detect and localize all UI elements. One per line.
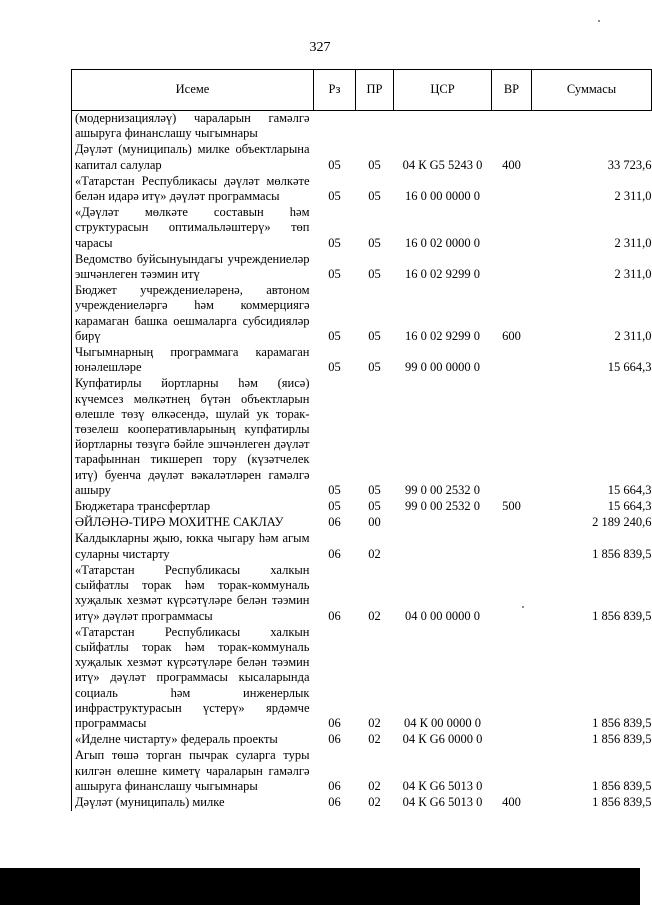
row-csr: 99 0 00 0000 0 (405, 360, 480, 375)
row-name: «Татарстан Республикасы халкын сыйфатлы торак һәм торак-коммуналь хуҗалык хезмәт күрсәтүләре белән тәэмин итү» дәүләт программасы (72, 563, 314, 625)
row-vr: 600 (502, 328, 521, 343)
row-rz (314, 111, 356, 143)
page-number: 327 (309, 40, 331, 55)
table-row (72, 625, 652, 732)
row-sum: 1 856 839,5 (592, 715, 652, 730)
row-name: Бюджетара трансфертлар (72, 499, 314, 515)
header-csr: ЦСР (394, 70, 492, 111)
row-csr: 04 К 00 0000 0 (403, 715, 482, 730)
row-sum: 15 664,3 (607, 482, 652, 497)
scan-speck (598, 20, 600, 22)
row-csr (394, 515, 492, 531)
table-row (72, 205, 652, 252)
row-rz: 05 (328, 157, 341, 172)
row-name: Ведомство буйсынуындагы учреждениеләр эшчәнлеген тәэмин итү (72, 252, 314, 283)
row-name: «Иделне чистарту» федераль проекты (72, 732, 314, 748)
row-pr: 02 (368, 732, 381, 747)
row-pr: 05 (368, 360, 381, 375)
budget-table (71, 69, 652, 811)
table-row (72, 111, 652, 143)
row-csr: 04 0 00 0000 0 (405, 608, 480, 623)
row-sum: 2 311,0 (614, 189, 652, 204)
row-name: «Дәүләт мөлкәте составын һәм структурасын оптимальләштерү» төп чарасы (72, 205, 314, 252)
row-csr: 16 0 02 9299 0 (405, 267, 480, 282)
row-name: Агып төшә торган пычрак суларга туры килгән өлешне киметү чараларын гамәлгә ашыруга финанслашу чыгымнары (72, 748, 314, 795)
row-rz: 05 (328, 499, 341, 514)
row-vr (492, 174, 532, 205)
table-row (72, 345, 652, 376)
row-rz: 06 (328, 546, 341, 561)
row-pr: 02 (368, 608, 381, 623)
row-pr: 05 (368, 499, 381, 514)
row-sum: 1 856 839,5 (592, 546, 652, 561)
row-rz: 06 (328, 794, 341, 809)
row-name: ӘЙЛӘНӘ-ТИРӘ МОХИТНЕ САКЛАУ (72, 515, 314, 531)
row-rz: 05 (328, 328, 341, 343)
row-pr: 00 (368, 515, 381, 530)
row-name: Дәүләт (муниципаль) милке объектларына капитал салулар (72, 142, 314, 173)
row-rz: 06 (328, 515, 341, 530)
row-pr: 05 (368, 328, 381, 343)
table-row (72, 499, 652, 515)
scan-bottom-border (0, 868, 640, 905)
row-vr (492, 748, 532, 795)
row-csr: 16 0 02 0000 0 (405, 235, 480, 250)
row-rz: 06 (328, 608, 341, 623)
row-name: Купфатирлы йортларны һәм (яисә) күчемсез мөлкәтнең бүтән объектларын өлешле төзү өлкәсендә, шулай ук торак-төзелеш кооперативларының купфатирлы йортларны төзүгә бәйле эшчәнлеген дәүләт тарафыннан тикшереп тору (күзәтчелек итү) буенча дәүләт вәкаләтләрен гамәлгә ашыру (72, 376, 314, 499)
row-csr: 16 0 00 0000 0 (405, 189, 480, 204)
row-vr (492, 345, 532, 376)
row-name: Калдыкларны җыю, юкка чыгару һәм агым суларны чистарту (72, 531, 314, 562)
row-vr (492, 531, 532, 562)
row-sum: 15 664,3 (607, 499, 652, 514)
row-vr (492, 563, 532, 625)
table-row (72, 563, 652, 625)
table-row (72, 283, 652, 345)
row-rz: 05 (328, 235, 341, 250)
row-csr: 04 К G6 5013 0 (402, 778, 483, 793)
row-name: (модернизацияләү) чараларын гамәлгә ашыруга финанслашу чыгымнары (72, 111, 314, 143)
row-pr: 02 (368, 546, 381, 561)
row-rz: 05 (328, 360, 341, 375)
row-vr (492, 625, 532, 732)
table-row (72, 142, 652, 173)
row-rz: 05 (328, 267, 341, 282)
row-sum: 2 311,0 (614, 328, 652, 343)
row-csr: 04 К G6 0000 0 (402, 732, 483, 747)
row-vr (492, 252, 532, 283)
row-pr: 05 (368, 267, 381, 282)
row-csr: 04 К G5 5243 0 (402, 157, 483, 172)
table-body (72, 111, 652, 812)
header-sum: Суммасы (532, 70, 652, 111)
row-rz: 06 (328, 778, 341, 793)
row-rz: 06 (328, 715, 341, 730)
row-rz: 05 (328, 482, 341, 497)
row-pr: 05 (368, 235, 381, 250)
row-vr: 500 (502, 499, 521, 514)
row-vr (492, 732, 532, 748)
row-name: Чыгымнарның программага карамаган юнәлешләре (72, 345, 314, 376)
row-csr: 99 0 00 2532 0 (405, 499, 480, 514)
row-pr: 02 (368, 778, 381, 793)
row-name: Дәүләт (муниципаль) милке (72, 795, 314, 811)
row-vr: 400 (502, 794, 521, 809)
table-row (72, 531, 652, 562)
header-vr: ВР (492, 70, 532, 111)
header-name: Исеме (72, 70, 314, 111)
row-rz: 06 (328, 732, 341, 747)
row-pr: 05 (368, 157, 381, 172)
header-rz: Рз (314, 70, 356, 111)
row-csr: 04 К G6 5013 0 (402, 794, 483, 809)
table-row (72, 748, 652, 795)
row-csr: 16 0 02 9299 0 (405, 328, 480, 343)
table-row (72, 732, 652, 748)
header-pr: ПР (356, 70, 394, 111)
table-header-row (72, 70, 652, 111)
table-row (72, 174, 652, 205)
row-pr: 02 (368, 794, 381, 809)
row-sum: 15 664,3 (607, 360, 652, 375)
table-row (72, 252, 652, 283)
row-name: «Татарстан Республикасы дәүләт мөлкәте белән идарә итү» дәүләт программасы (72, 174, 314, 205)
budget-table-container (71, 69, 652, 829)
row-vr (492, 515, 532, 531)
row-sum (532, 111, 652, 143)
row-sum: 1 856 839,5 (592, 794, 652, 809)
row-sum: 2 311,0 (614, 235, 652, 250)
row-sum: 1 856 839,5 (592, 778, 652, 793)
row-vr (492, 205, 532, 252)
row-sum: 1 856 839,5 (592, 732, 652, 747)
row-sum: 2 189 240,6 (592, 515, 652, 530)
row-csr (394, 531, 492, 562)
row-csr (394, 111, 492, 143)
row-csr: 99 0 00 2532 0 (405, 482, 480, 497)
scan-speck (522, 606, 524, 608)
row-sum: 1 856 839,5 (592, 608, 652, 623)
row-sum: 33 723,6 (607, 157, 652, 172)
row-pr: 02 (368, 715, 381, 730)
table-row (72, 795, 652, 811)
row-sum: 2 311,0 (614, 267, 652, 282)
row-vr: 400 (502, 157, 521, 172)
row-rz: 05 (328, 189, 341, 204)
row-vr (492, 111, 532, 143)
table-row (72, 376, 652, 499)
table-row (72, 515, 652, 531)
row-pr: 05 (368, 482, 381, 497)
row-pr: 05 (368, 189, 381, 204)
row-pr (356, 111, 394, 143)
row-name: Бюджет учреждениеләренә, автоном учреждениеләргә һәм коммерциягә карамаган башка оешмаларга субсидияләр бирү (72, 283, 314, 345)
row-vr (492, 376, 532, 499)
row-name: «Татарстан Республикасы халкын сыйфатлы торак һәм торак-коммуналь хуҗалык хезмәт күрсәтүләре белән тәэмин итү» дәүләт программасы кысаларында социаль һәм инженерлык инфраструктурасын үстерү» ярдәмче программасы (72, 625, 314, 732)
